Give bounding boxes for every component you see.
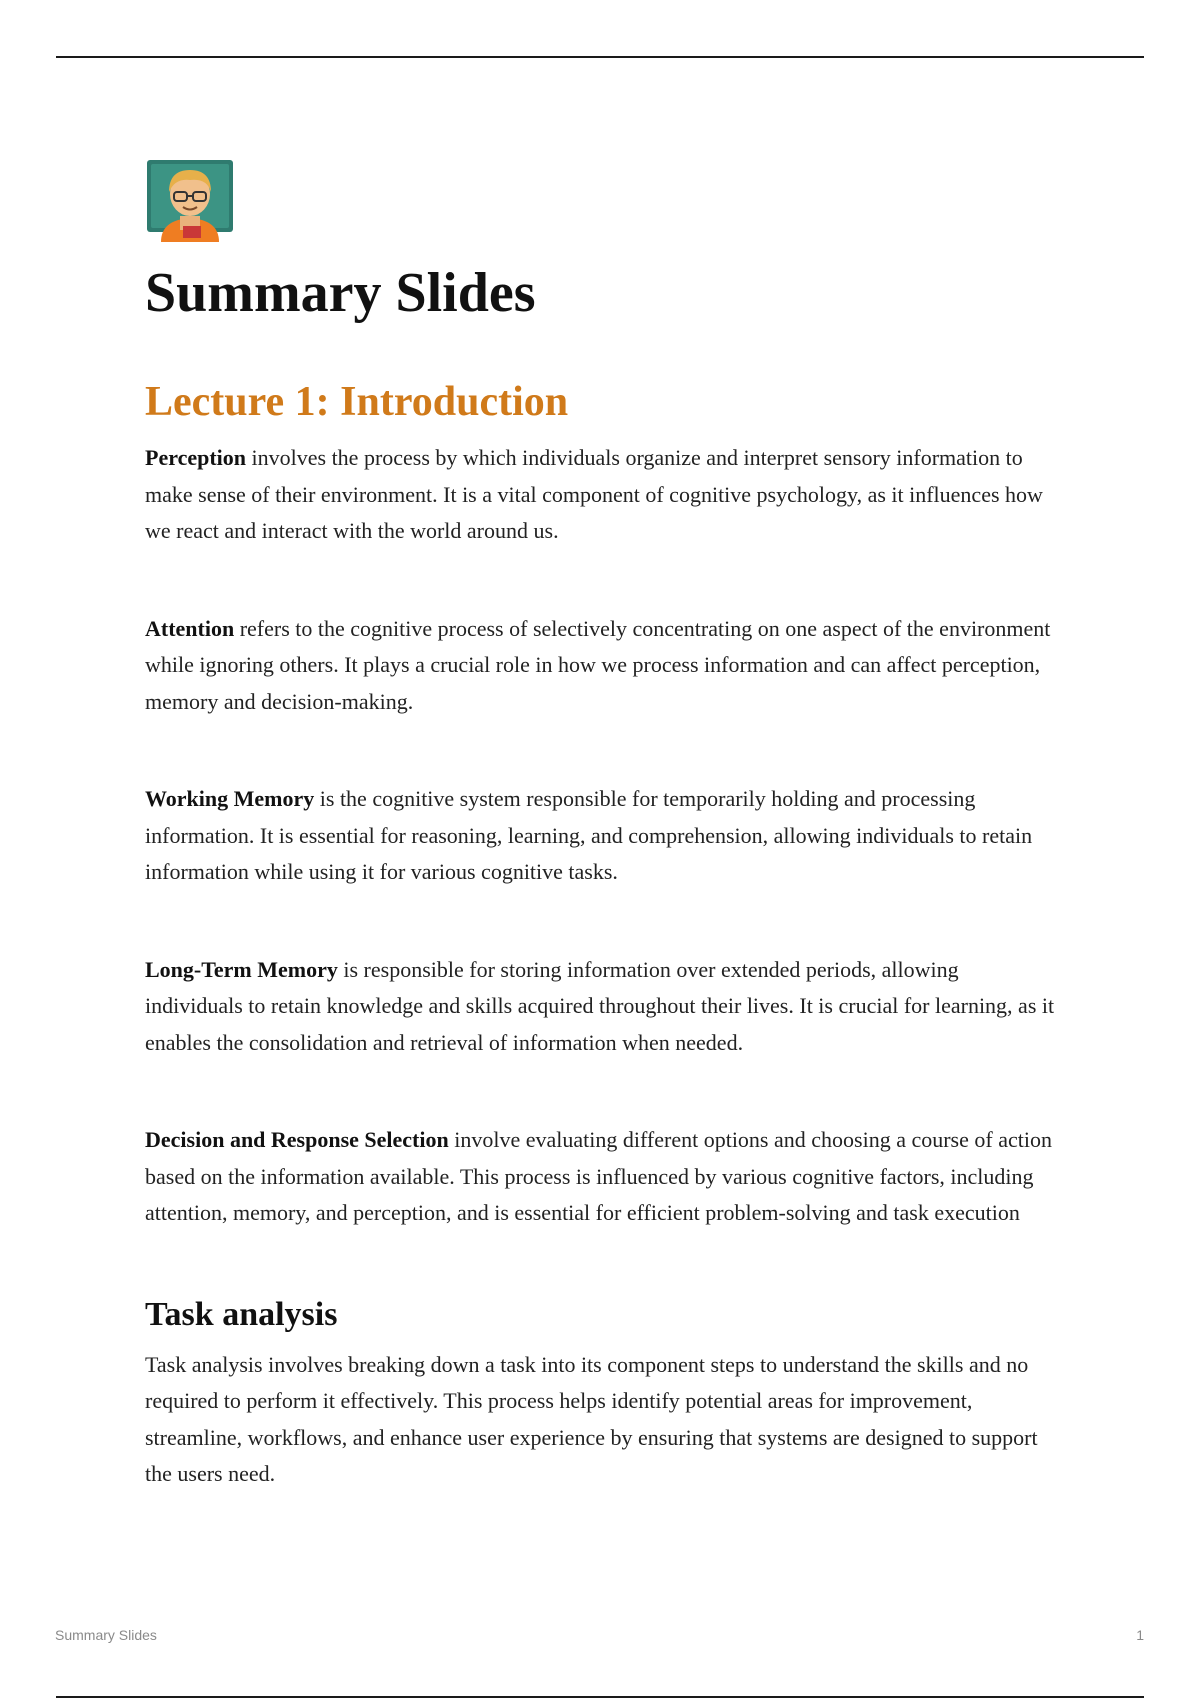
term: Attention (145, 615, 235, 641)
term: Working Memory (145, 786, 315, 811)
paragraph-working-memory (145, 781, 1057, 891)
footer-title: Summary Slides (55, 1627, 157, 1643)
teacher-emoji-icon (147, 160, 233, 242)
top-rule (56, 56, 1144, 58)
definition: refers to the cognitive process of selectively concentrating on one aspect of the environment while ignoring others. It plays a crucial role in how we process information and can affect perception, memory and decision-making. (145, 615, 1051, 714)
definition: is the cognitive system responsible for temporarily holding and processing information. It is essential for reasoning, learning, and comprehension, allowing individuals to retain information while using it for various cognitive tasks. (145, 786, 1033, 884)
paragraph-attention (145, 611, 1057, 721)
task-analysis-text: Task analysis involves breaking down a task into its component steps to understand the skills and no required to perform it effectively. This process helps identify potential areas for improvement, streamline, workflows, and enhance user experience by ensuring that systems are designed to support the users need. (145, 1351, 1038, 1486)
term: Perception (145, 445, 247, 470)
term: Long-Term Memory (145, 956, 338, 982)
definition: involves the process by which individuals organize and interpret sensory information to make sense of their environment. It is a vital component of cognitive psychology, as it influences how we react and interact with the world around us. (145, 445, 1043, 543)
term: Decision and Response Selection (145, 1127, 449, 1152)
bottom-rule (56, 1696, 1144, 1698)
page-number: 1 (1136, 1627, 1144, 1643)
task-analysis-heading: Task analysis (145, 1295, 338, 1333)
definition: is responsible for storing information over extended periods, allowing individuals to retain knowledge and skills acquired throughout their lives. It is crucial for learning, as it enables the consolidation and retrieval of information when needed. (145, 956, 1055, 1055)
definition: involve evaluating different options and choosing a course of action based on the information available. This process is influenced by various cognitive factors, including attention, memory, and perception, and is essential for efficient problem-solving and task execution (145, 1127, 1052, 1225)
page-title: Summary Slides (145, 262, 536, 324)
paragraph-perception (145, 440, 1057, 550)
paragraph-decision-response (145, 1122, 1057, 1232)
document-body (145, 258, 1057, 1493)
paragraph-long-term-memory (145, 952, 1057, 1062)
lecture-heading: Lecture 1: Introduction (145, 379, 569, 425)
